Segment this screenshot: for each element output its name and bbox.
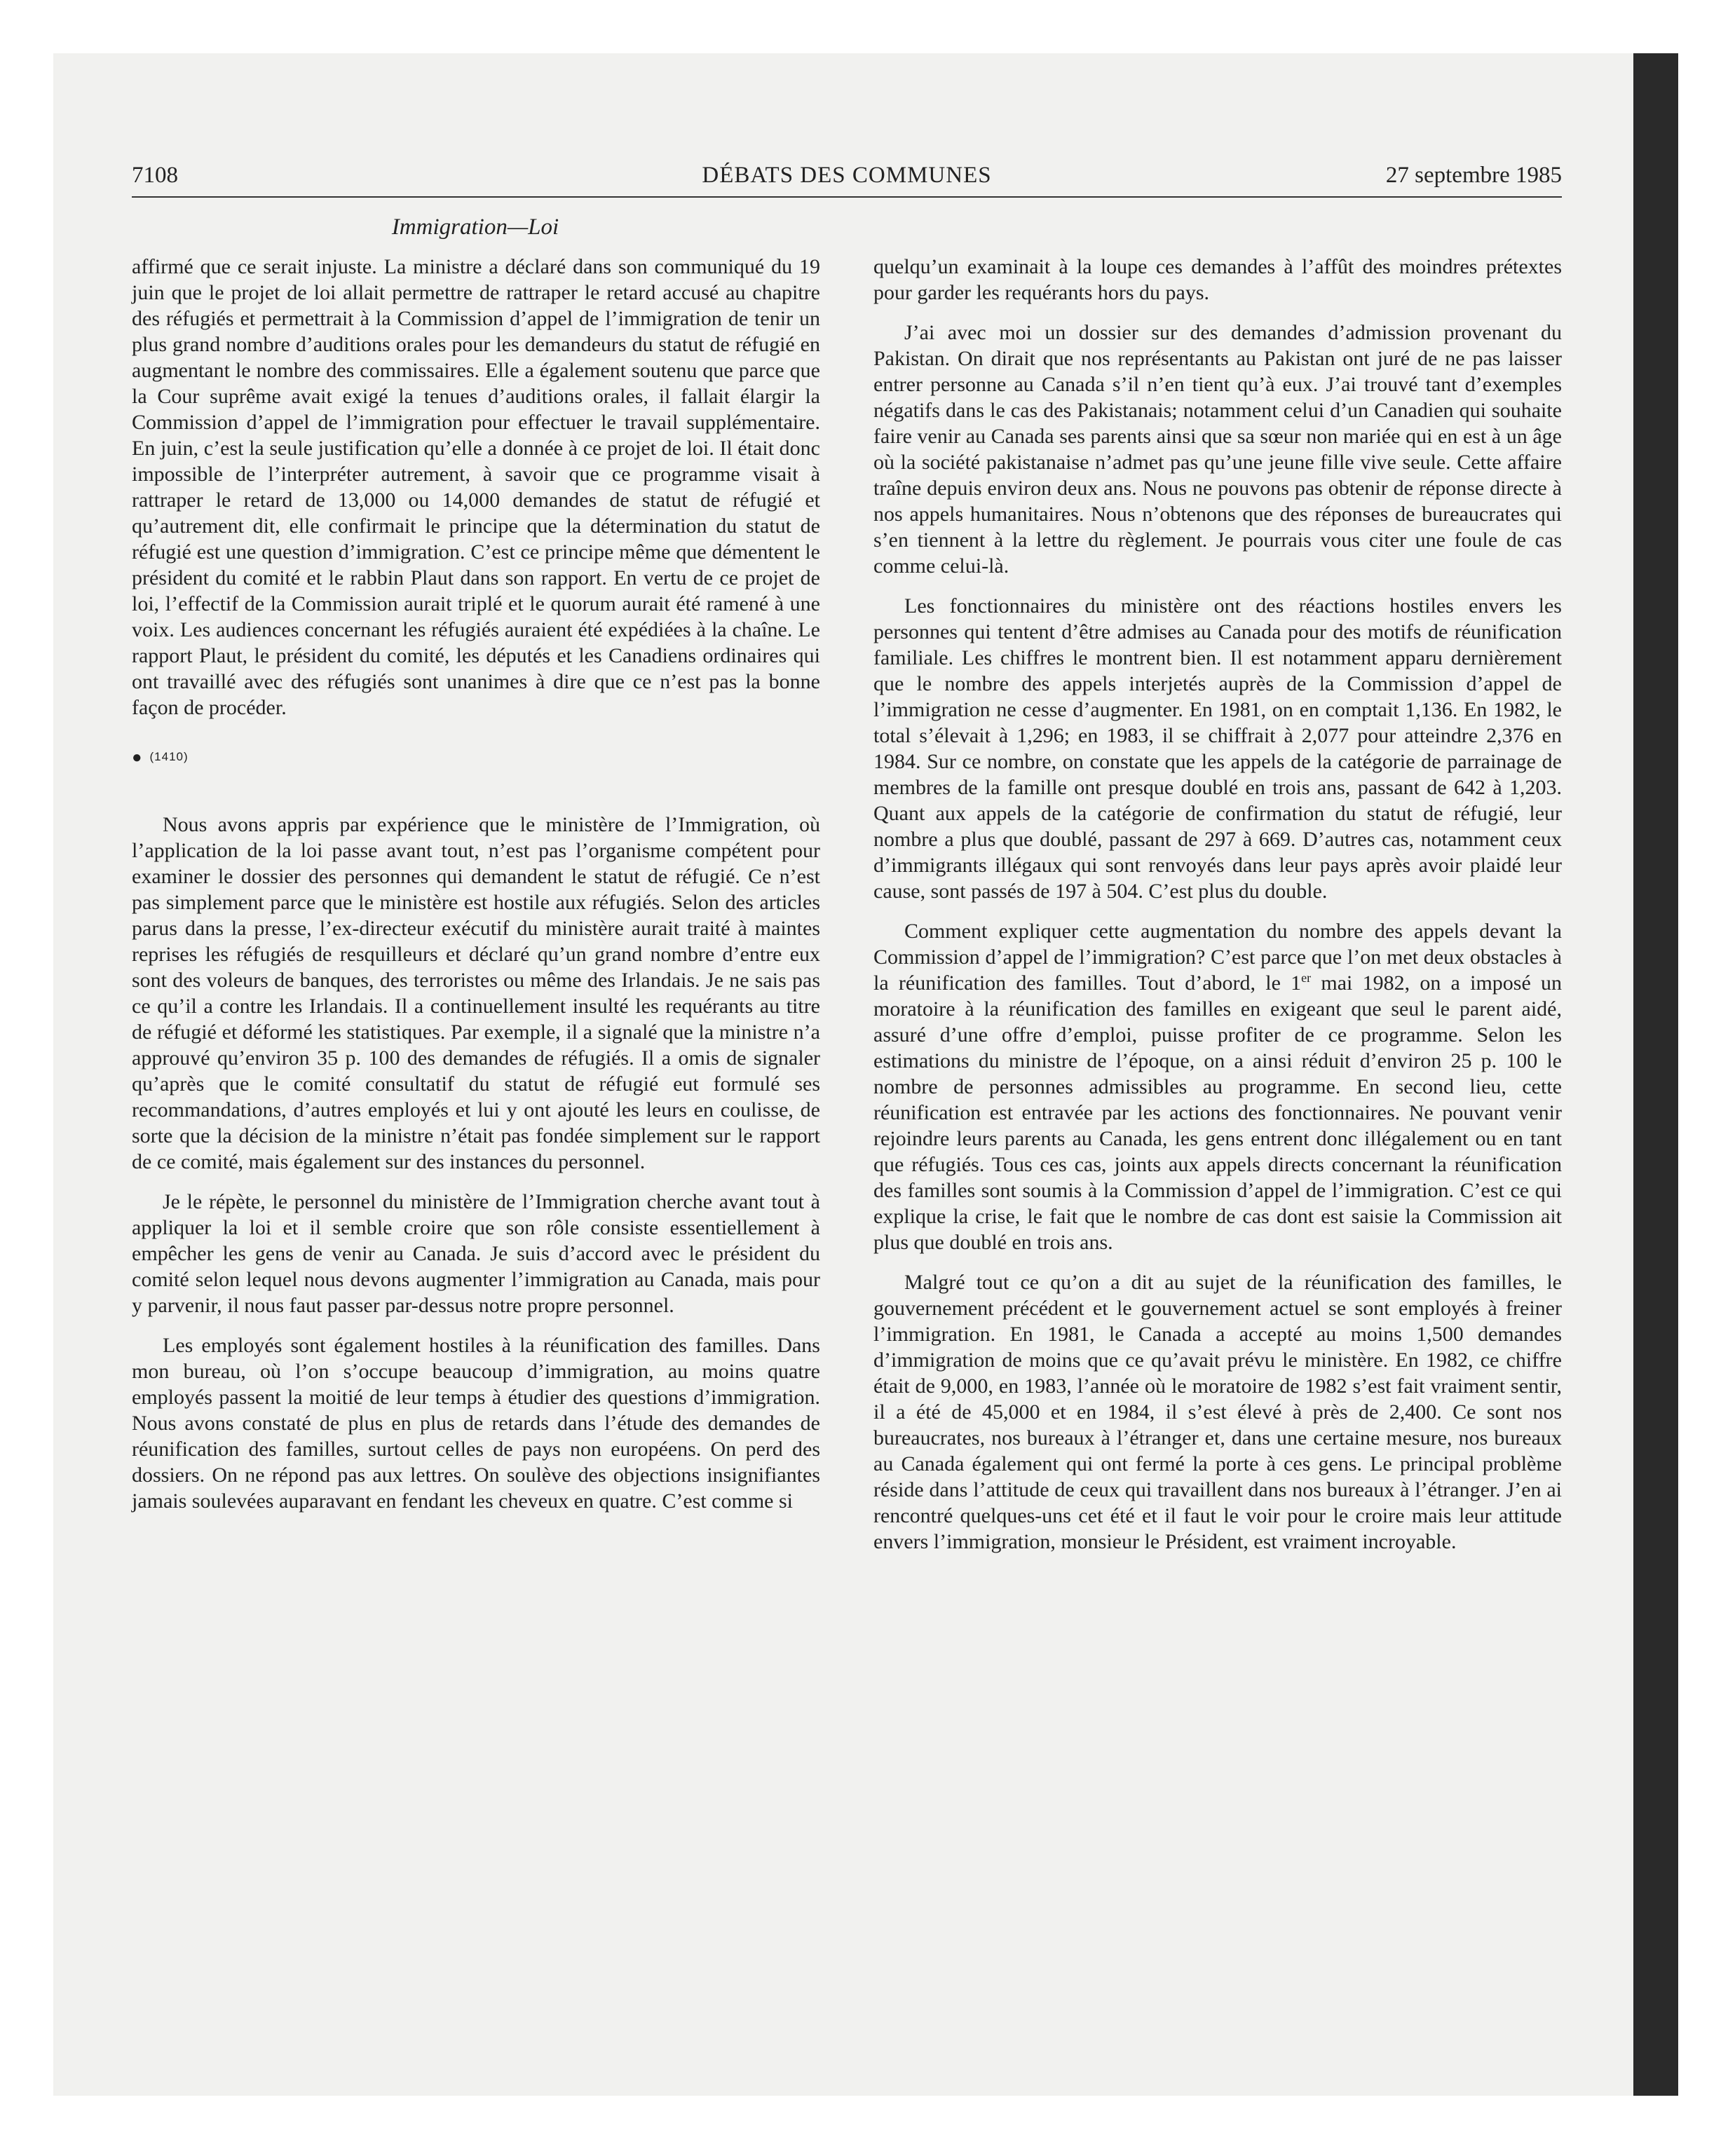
document-page [132,158,1562,2051]
section-subhead: Immigration—Loi [391,214,559,240]
left-column [132,254,820,1569]
page-number: 7108 [132,163,178,188]
right-column [873,254,1562,1569]
paragraph: Les employés sont également hostiles à la réunification des familles. Dans mon bureau, où l’on s’occupe beaucoup d’immigration, au moins quatre employés passent la moitié de leur temps à étudier des questions d’immigration. Nous avons constaté de plus en plus de retards dans l’étude des demandes de réunification des familles, surtout celles de pays non européens. On perd des dossiers. On ne répond pas aux lettres. On soulève des objections insignifiantes jamais soulevées auparavant en fendant les cheveux en quatre. C’est comme si [132,1334,820,1513]
paragraph: Je le répète, le personnel du ministère de l’Immigration cherche avant tout à appliquer la loi et il semble croire que son rôle consiste essentiellement à empêcher les gens de venir au Canada. Je suis d’accord avec le président du comité selon lequel nous devons augmenter l’immigration au Canada, mais pour y parvenir, il nous faut passer par-dessus notre propre personnel. [132,1190,820,1317]
timestamp-text: (1410) [149,750,189,763]
publication-date: 27 septembre 1985 [1385,163,1562,188]
text-columns [132,254,1562,1569]
paragraph-text: mai 1982, on a imposé un moratoire à la réunification des familles en exigeant que seul le parent aidé, assuré d’une offre d’emploi, puisse profiter de ce programme. Selon les estimations du ministre de l’époque, on a ainsi réduit d’environ 25 p. 100 le nombre de personnes admissibles au programme. En second lieu, cette réunification est entravée par les actions des fonctionnaires. Ne pouvant venir rejoindre leurs parents au Canada, les gens entrent donc illégalement ou en tant que réfugiés. Tous ces cas, joints aux appels directs concernant la réunification des familles sont soumis à la Commission d’appel de l’immigration. C’est ce qui explique la crise, le fait que le nombre de cas dont est saisie la Commission ait plus que doublé en trois ans. [873,971,1563,1254]
publication-title: DÉBATS DES COMMUNES [702,163,992,188]
paragraph: Malgré tout ce qu’on a dit au sujet de la réunification des familles, le gouvernement précédent et le gouvernement actuel se sont employés à freiner l’immigration. En 1981, le Canada a accepté au moins 1,500 demandes d’immigration de moins que ce qu’avait prévu le ministère. En 1982, ce chiffre était de 9,000, en 1983, l’année où le moratoire de 1982 s’est fait vraiment sentir, il a été de 45,000 et en 1984, il s’est élevé à près de 2,400. Ce sont nos bureaucrates, nos bureaux à l’étranger et, dans une certaine mesure, nos bureaux au Canada également qui ont fermé la porte à ces gens. Le principal problème réside dans l’attitude de ceux qui travaillent dans nos bureaux à l’étranger. J’en ai rencontré quelques-uns cet été et il faut le voir pour le croire mais leur attitude envers l’immigration, monsieur le Président, est vraiment incroyable. [873,1271,1562,1553]
paragraph: Nous avons appris par expérience que le ministère de l’Immigration, où l’application de la loi passe avant tout, n’est pas l’organisme compétent pour examiner le dossier des personnes qui demandent le statut de réfugié. Ce n’est pas simplement parce que le ministère est hostile aux réfugiés. Selon des articles parus dans la presse, l’ex-directeur exécutif du ministère aurait traité à maintes reprises les réfugiés de resquilleurs et déclaré qu’un grand nombre d’entre eux sont des voleurs de banques, des terroristes ou même des Irlandais. Je ne sais pas ce qu’il a contre les Irlandais. Il a continuellement insulté les requérants au titre de réfugié et déformé les statistiques. Par exemple, il a signalé que la ministre n’a approuvé qu’environ 35 p. 100 des demandes de réfugiés. Il a omis de signaler qu’après que le comité consultatif du statut de réfugié eut formulé ses recommandations, d’autres employés et lui y ont ajouté les leurs en coulisse, de sorte que la décision de la ministre n’était pas fondée simplement sur le rapport de ce comité, mais également sur des instances du personnel. [132,813,820,1173]
superscript: er [1301,971,1312,985]
page-header [132,158,1562,198]
paragraph: J’ai avec moi un dossier sur des demandes d’admission provenant du Pakistan. On dirait que nos représentants au Pakistan ont juré de ne pas laisser entrer personne au Canada s’il n’en tient qu’à eux. J’ai trouvé tant d’exemples négatifs dans le cas des Pakistanais; notamment celui d’un Canadien qui souhaite faire venir au Canada ses parents ainsi que sa sœur non mariée qui en est à un âge où la société pakistanaise n’admet pas qu’une jeune fille vive seule. Cette affaire traîne depuis environ deux ans. Nous ne pouvons pas obtenir de réponse directe à nos appels humanitaires. Nous n’obtenons que des réponses de bureaucrates qui s’en tiennent à la lettre du règlement. Je pourrais vous citer une foule de cas comme celui-là. [873,321,1562,578]
paragraph: Les fonctionnaires du ministère ont des réactions hostiles envers les personnes qui tentent d’être admises au Canada pour des motifs de réunification familiale. Les chiffres le montrent bien. Il est notamment apparu dernièrement que le nombre des appels interjetés auprès de la Commission d’appel de l’immigration ne cesse d’augmenter. En 1981, on en comptait 1,136. En 1982, le total s’élevait à 1,296; en 1983, il se chiffrait à 2,077 pour atteindre 2,376 en 1984. Sur ce nombre, on constate que les appels de la catégorie de parrainage de membres de la famille ont presque doublé en trois ans, passant de 642 à 1,203. Quant aux appels de la catégorie de confirmation du statut de réfugié, leur nombre a plus que doublé, passant de 297 à 669. D’autres cas, notamment ceux d’immigrants illégaux qui sont renvoyés dans leur pays après avoir plaidé leur cause, sont passés de 197 à 504. C’est plus du double. [873,594,1562,903]
paragraph-text: Comment expliquer cette augmentation du nombre des appels devant la Commission d’appel de l’immigration? C’est parce que l’on met deux obstacles à la réunification des familles. Tout d’abord, le 1 [873,920,1562,995]
paragraph: affirmé que ce serait injuste. La ministre a déclaré dans son communiqué du 19 juin que le projet de loi allait permettre de rattraper le retard accusé au chapitre des réfugiés et permettrait à la Commission d’appel de l’immigration de tenir un plus grand nombre d’auditions orales pour les demandeurs du statut de réfugié en augmentant le nombre des commissaires. Elle a également soutenu que parce que la Cour suprême avait exigé la tenues d’auditions orales, il fallait élargir la Commission d’appel de l’immigration pour effectuer le travail supplémentaire. En juin, c’est la seule justification qu’elle a donnée à ce projet de loi. Il était donc impossible de l’interpréter autrement, à savoir que ce programme visait à rattraper le retard de 13,000 ou 14,000 demandes de statut de réfugié et qu’autrement dit, elle confirmait le principe que la détermination du statut de réfugié est une question d’immigration. C’est ce principe même que démentent le président du comité et le rabbin Plaut dans son rapport. En vertu de ce projet de loi, l’effectif de la Commission aurait triplé et le quorum aurait été ramené à une voix. Les audiences concernant les réfugiés auraient été expédiées à la chaîne. Le rapport Plaut, le président du comité, les députés et les Canadiens ordinaires qui ont travaillé avec des réfugiés sont unanimes à dire que ce n’est pas la bonne façon de procéder. [132,255,820,719]
timestamp-marker [132,749,820,765]
paragraph: quelqu’un examinait à la loupe ces demandes à l’affût des moindres prétextes pour garder les requérants hors du pays. [873,255,1562,304]
bullet-icon: ● [132,747,143,767]
paragraph [873,918,1562,1255]
scan-edge-bar [1633,53,1678,2096]
